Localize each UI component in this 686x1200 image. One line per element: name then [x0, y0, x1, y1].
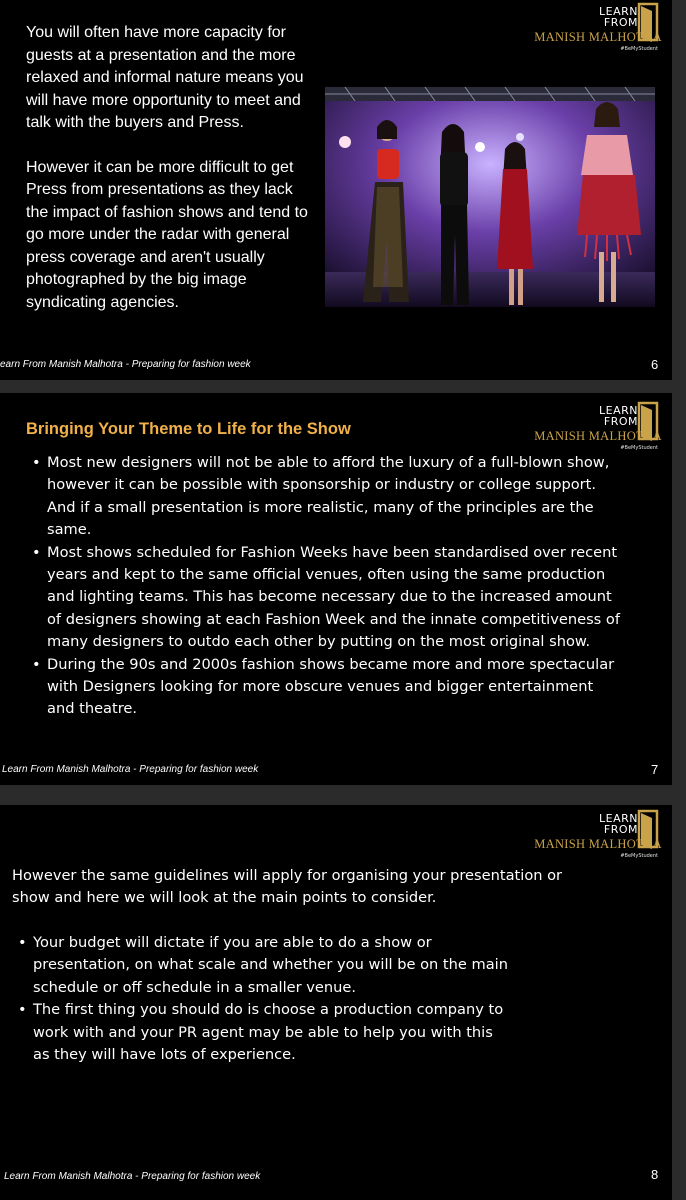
slide-8-intro: However the same guidelines will apply for organising your presentation or show and here we will look at the main points to consider. — [12, 867, 563, 907]
logo-name-text: MANISH MALHOTRA — [534, 429, 662, 443]
slide-6 — [0, 0, 672, 380]
footer-text: earn From Manish Malhotra - Preparing for fashion week — [0, 359, 251, 370]
page-number: 6 — [651, 357, 659, 372]
page-number: 7 — [651, 762, 659, 777]
slide-6-body — [26, 22, 318, 314]
footer-text: Learn From Manish Malhotra - Preparing for fashion week — [2, 764, 259, 775]
logo-from-text: FROM — [603, 415, 638, 428]
brand-logo — [534, 2, 666, 64]
bullet-item: • The first thing you should do is choose a production company to work with and your PR agent may be able to help you with this as they will have lots of experience. — [33, 999, 508, 1066]
bullet-item: • During the 90s and 2000s fashion shows became more and more spectacular with Designers looking for more obscure venues and bigger entertainment and theatre. — [47, 654, 622, 721]
logo-learn-text: LEARN — [599, 404, 638, 417]
slide-6-paragraph: However it can be more difficult to get Press from presentations as they lack the impact of fashion shows and tend to go more under the radar with general press coverage and aren't usually photographed by the big image syndicating agencies. — [26, 158, 308, 311]
slide-7-heading: Bringing Your Theme to Life for the Show — [26, 420, 351, 438]
logo-tagline: #BeMyStudent — [620, 46, 658, 52]
logo-from-text: FROM — [603, 823, 638, 836]
brand-logo — [534, 809, 666, 871]
slide-8-bullet-list — [33, 932, 508, 1066]
footer-text: Learn From Manish Malhotra - Preparing for fashion week — [4, 1171, 261, 1182]
logo-tagline: #BeMyStudent — [620, 853, 658, 859]
bullet-item: • Your budget will dictate if you are able to do a show or presentation, on what scale and whether you will be on the main schedule or off schedule in a smaller venue. — [33, 932, 508, 999]
logo-from-text: FROM — [603, 16, 638, 29]
slide-6-paragraph: You will often have more capacity for guests at a presentation and the more relaxed and informal nature means you will have more opportunity to meet and talk with the buyers and Press. — [26, 24, 304, 131]
slide-8 — [0, 805, 672, 1200]
logo-name-text: MANISH MALHOTRA — [534, 30, 662, 44]
slide-7-bullet-list — [47, 452, 622, 721]
page-number: 8 — [651, 1167, 659, 1182]
logo-learn-text: LEARN — [599, 812, 638, 825]
logo-learn-text: LEARN — [599, 5, 638, 18]
runway-photo — [325, 87, 655, 307]
slide-7 — [0, 393, 672, 785]
logo-tagline: #BeMyStudent — [620, 445, 658, 451]
logo-name-text: MANISH MALHOTRA — [534, 837, 662, 851]
bullet-item: • Most new designers will not be able to afford the luxury of a full-blown show, however it can be possible with sponsorship or industry or college support. And if a small presentation is more realistic, many of the principles are the same. — [47, 452, 622, 542]
bullet-item: • Most shows scheduled for Fashion Weeks have been standardised over recent years and kept to the same official venues, often using the same production and lighting teams. This has become necessary due to the increased amount of designers showing at each Fashion Week and the innate competitiveness of many designers to outdo each other by putting on the most original show. — [47, 542, 622, 654]
